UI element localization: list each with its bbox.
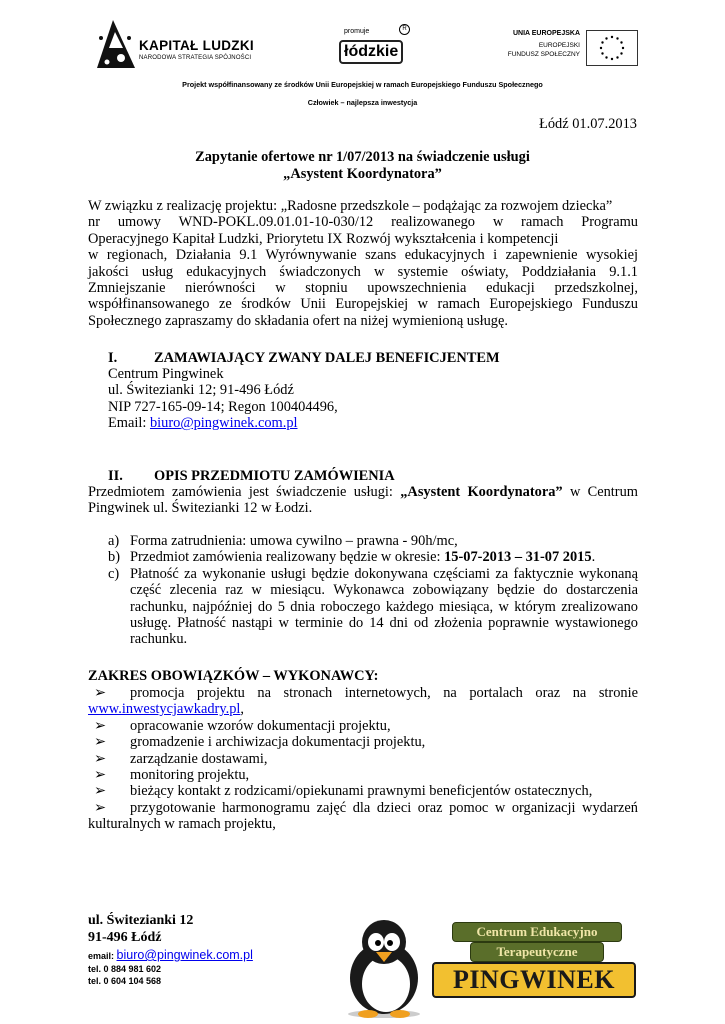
beneficiary-email-link[interactable]: biuro@pingwinek.com.pl — [149, 415, 298, 432]
cofinance-note: Projekt współfinansowany ze środków Unii Europejskiej w ramach Europejskiego Funduszu Społecznego — [182, 80, 543, 89]
arrow-bullet-icon: ➢ — [94, 734, 107, 751]
text-span: w Centrum — [562, 484, 638, 500]
list-item — [88, 549, 638, 565]
section2-heading: OPIS PRZEDMIOTU ZAMÓWIENIA — [154, 468, 395, 484]
duty-item — [88, 718, 638, 734]
intro-line: w regionach, Działania 9.1 Wyrównywanie szans edukacyjnych i zapewnienie wysokiej — [88, 247, 638, 264]
arrow-bullet-icon: ➢ — [94, 750, 107, 767]
beneficiary-email-row — [108, 415, 338, 431]
section2-line — [88, 484, 638, 500]
arrow-bullet-icon: ➢ — [94, 766, 107, 783]
title-line1: Zapytanie ofertowe nr 1/07/2013 na świadczenie usługi — [195, 149, 530, 165]
eu-logo — [500, 28, 640, 68]
inwestycja-link[interactable]: www.inwestycjawkadry.pl — [88, 701, 241, 718]
text-span: . — [591, 549, 596, 566]
intro-line: Społecznego zapraszamy do składania ofert na niżej wymienioną usługę. — [88, 312, 508, 329]
kapital-ludzki-logo — [93, 18, 283, 76]
duty-text: bieżący kontakt z rodzicami/opiekunami prawnymi beneficjentów ostatecznych, — [130, 783, 593, 800]
list-line: rachunku, najpóźniej do 5 dnia roboczego każdego miesiąca, w którym zrealizowano — [130, 598, 638, 615]
intro-line: Zmniejszanie nierówności w stopniu upowszechnienia edukacji przedszkolnej, — [88, 280, 638, 297]
list-text — [130, 549, 595, 565]
logo-main: PINGWINEK — [432, 962, 636, 998]
eu-line1: UNIA EUROPEJSKA — [512, 30, 580, 37]
footer-street: ul. Świtezianki 12 — [88, 913, 194, 928]
duty-item — [88, 685, 638, 718]
intro-line: jakości usług edukacyjnych świadczonych w systemie oświaty, Poddziałania 9.1.1 — [88, 263, 638, 280]
list-item — [88, 566, 638, 648]
list-line: rachunku. — [130, 631, 188, 648]
section1-number: I. — [108, 350, 118, 366]
promuje-label: promuje — [344, 28, 370, 35]
section2-line: Pingwinek ul. Świtezianki 12 w Łodzi. — [88, 500, 313, 517]
list-line: usługę. Płatność nastąpi w terminie do 14 dni od złożenia poprawnie wystawionego — [130, 615, 638, 631]
list-text: Forma zatrudnienia: umowa cywilno – prawna - 90h/mc, — [130, 533, 458, 549]
kapital-ludzki-title: KAPITAŁ LUDZKI — [139, 38, 254, 53]
duty-text: opracowanie wzorów dokumentacji projektu, — [130, 717, 391, 734]
list-item — [88, 533, 638, 549]
duty-text: kulturalnych w ramach projektu, — [88, 816, 276, 833]
text-span: , — [240, 701, 245, 718]
arrow-bullet-icon: ➢ — [94, 685, 107, 701]
footer-email-label: email: — [88, 951, 117, 961]
text-span: Przedmiot zamówienia realizowany będzie w okresie: — [130, 549, 445, 566]
intro-line: nr umowy WND-POKL.09.01.01-10-030/12 realizowanego w ramach Programu — [88, 214, 638, 231]
duty-item — [88, 767, 638, 783]
intro-line: W związku z realizację projektu: „Radosne przedszkole – podążając za rozwojem dziecka” — [88, 198, 613, 214]
footer-email-link[interactable]: biuro@pingwinek.com.pl — [116, 948, 253, 962]
duty-item — [88, 751, 638, 767]
logo-line1: Centrum Edukacyjno — [452, 922, 622, 942]
order-list — [88, 533, 638, 648]
duties-list — [88, 685, 638, 833]
kapital-ludzki-subtitle: NARODOWA STRATEGIA SPÓJNOŚCI — [139, 55, 252, 61]
footer-tel2: tel. 0 604 104 568 — [88, 976, 162, 986]
email-label: Email: — [108, 415, 150, 432]
duty-text — [88, 701, 638, 717]
eu-line3: FUNDUSZ SPOŁECZNY — [507, 51, 580, 58]
list-text — [130, 566, 638, 648]
duty-text: monitoring projektu, — [130, 766, 250, 783]
list-line: część zlecenia raz w miesiącu. Wykonawca zobowiązany będzie do dostarczenia — [130, 582, 638, 599]
intro-line: Operacyjnego Kapitał Ludzki, Priorytetu IX Rozwój wykształcenia i kompetencji — [88, 230, 559, 247]
duty-text: promocja projektu na stronach internetowych, na portalach oraz na stronie — [130, 685, 638, 701]
kapital-ludzki-emblem-icon — [93, 18, 139, 76]
list-marker: c) — [108, 565, 120, 582]
registered-mark: R — [399, 24, 410, 35]
intro-line: współfinansowanego ze środków Unii Europejskiej w ramach Europejskiego Funduszu — [88, 296, 638, 313]
section2-paragraph — [88, 484, 638, 517]
section2-number: II. — [108, 468, 123, 484]
arrow-bullet-icon: ➢ — [94, 783, 107, 800]
section1-details — [108, 366, 338, 432]
motto: Człowiek – najlepsza inwestycja — [307, 98, 418, 107]
pingwinek-logo — [340, 918, 640, 1018]
service-name: „Asystent Koordynatora” — [400, 484, 563, 500]
beneficiary-ids: NIP 727-165-09-14; Regon 100404496, — [108, 398, 338, 415]
footer-tel1: tel. 0 884 981 602 — [88, 964, 162, 974]
eu-line2: EUROPEJSKI — [538, 42, 580, 49]
duty-text: zarządzanie dostawami, — [130, 750, 268, 767]
section1-heading: ZAMAWIAJĄCY ZWANY DALEJ BENEFICJENTEM — [154, 350, 500, 366]
list-marker: b) — [108, 549, 120, 566]
duties-heading: ZAKRES OBOWIĄZKÓW – WYKONAWCY: — [88, 668, 379, 684]
duty-item — [88, 800, 638, 833]
intro-paragraph — [88, 198, 638, 329]
penguin-icon — [340, 918, 430, 1018]
list-marker: a) — [108, 533, 120, 549]
lodzkie-label: łódzkie — [339, 40, 403, 64]
eu-flag-icon — [586, 30, 638, 66]
logo-line2: Terapeutyczne — [470, 942, 604, 962]
arrow-bullet-icon: ➢ — [94, 717, 107, 734]
beneficiary-address: ul. Świtezianki 12; 91-496 Łódź — [108, 382, 294, 399]
text-span: Przedmiotem zamówienia jest świadczenie usługi: — [88, 484, 401, 500]
duty-item — [88, 783, 638, 799]
footer-city: 91-496 Łódź — [88, 930, 162, 945]
document-date: Łódź 01.07.2013 — [539, 116, 637, 132]
promuje-lodzkie-logo — [338, 24, 410, 72]
arrow-bullet-icon: ➢ — [94, 799, 107, 816]
footer-email-row — [88, 948, 253, 963]
title-line2: „Asystent Koordynatora” — [283, 166, 442, 182]
beneficiary-name: Centrum Pingwinek — [108, 366, 224, 382]
footer-contact — [88, 912, 253, 987]
duty-text: przygotowanie harmonogramu zajęć dla dzieci oraz pomoc w organizacji wydarzeń — [130, 799, 638, 816]
duty-item — [88, 734, 638, 750]
period-dates: 15-07-2013 – 31-07 2015 — [444, 549, 592, 566]
list-line: Płatność za wykonanie usługi będzie dokonywana częściami za faktycznie wykonaną — [130, 565, 638, 582]
duty-text: gromadzenie i archiwizacja dokumentacji projektu, — [130, 734, 426, 751]
